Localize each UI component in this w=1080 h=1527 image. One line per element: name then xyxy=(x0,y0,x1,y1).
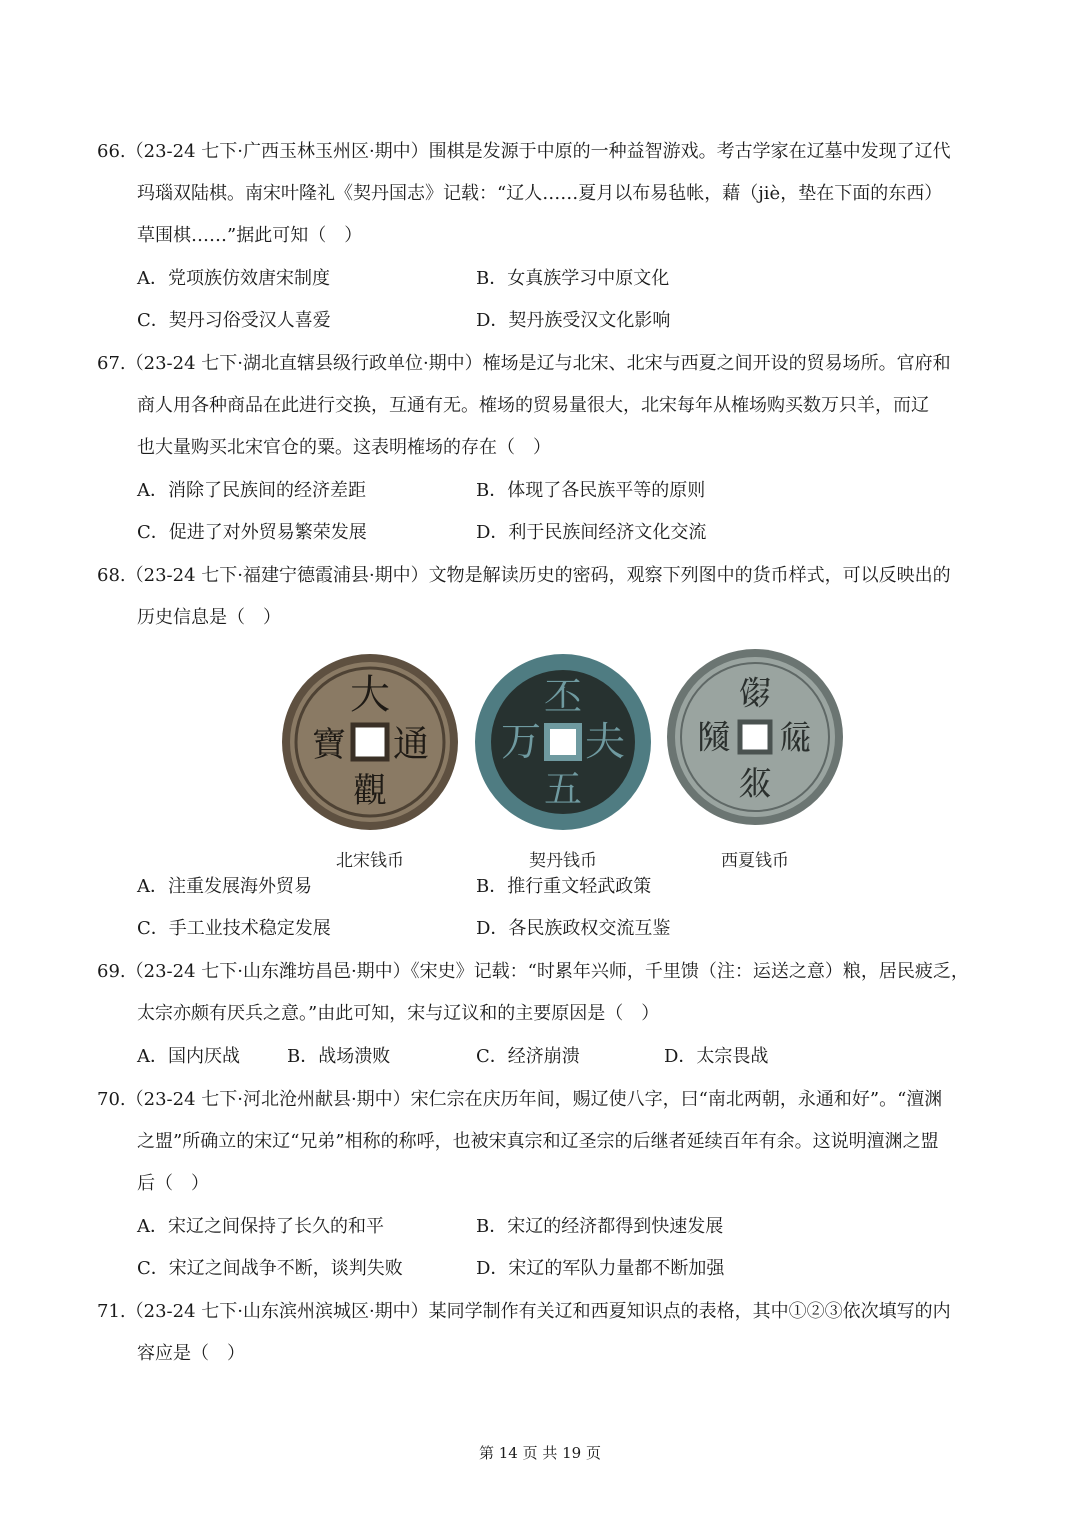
question-69-line-2: 太宗亦颇有厌兵之意。”由此可知，宋与辽议和的主要原因是（ ） xyxy=(137,1003,660,1024)
q70-option-b: B．宋辽的经济都得到快速发展 xyxy=(476,1216,724,1237)
page-footer: 第 14 页 共 19 页 xyxy=(478,1444,601,1462)
q68-option-c: C．手工业技术稳定发展 xyxy=(137,918,331,939)
q67-option-b: B．体现了各民族平等的原则 xyxy=(476,480,706,501)
coin-2-square-hole xyxy=(547,726,579,758)
question-68-line-1: 68.（23-24 七下·福建宁德霞浦县·期中）文物是解读历史的密码，观察下列图中的货币样式，可以反映出的 xyxy=(97,565,951,586)
question-71-line-2: 容应是（ ） xyxy=(137,1343,245,1364)
question-67-line-1: 67.（23-24 七下·湖北直辖县级行政单位·期中）榷场是辽与北宋、北宋与西夏之间开设的贸易场所。官府和 xyxy=(97,353,951,374)
q66-option-b: B．女真族学习中原文化 xyxy=(476,268,670,289)
coin-3-char-bottom: 𗼇 xyxy=(738,764,772,804)
question-70-line-3: 后（ ） xyxy=(137,1173,209,1194)
coin-1-caption: 北宋钱币 xyxy=(336,851,404,871)
coin-1-char-bottom: 觀 xyxy=(353,771,387,811)
q66-option-d: D．契丹族受汉文化影响 xyxy=(476,310,671,331)
q69-option-a: A．国内厌战 xyxy=(137,1046,240,1067)
coin-3-char-right: 𗏁 xyxy=(779,718,813,758)
coin-figure xyxy=(275,640,855,871)
coin-1-square-hole xyxy=(353,725,387,759)
coin-3-caption: 西夏钱币 xyxy=(721,851,789,871)
q68-option-d: D．各民族政权交流互鉴 xyxy=(476,918,671,939)
coin-khitan xyxy=(468,650,658,871)
question-67-line-2: 商人用各种商品在此进行交换，互通有无。榷场的贸易量很大，北宋每年从榷场购买数万只羊，而辽 xyxy=(137,395,929,416)
coin-western-xia xyxy=(660,645,850,871)
coin-northern-song-image xyxy=(275,650,465,840)
q69-option-b: B．战场溃败 xyxy=(287,1046,391,1067)
coin-2-caption: 契丹钱币 xyxy=(529,851,597,871)
question-66-line-3: 草围棋……”据此可知（ ） xyxy=(137,225,363,246)
q67-option-c: C．促进了对外贸易繁荣发展 xyxy=(137,522,367,543)
q66-option-a: A．党项族仿效唐宋制度 xyxy=(137,268,330,289)
q70-option-a: A．宋辽之间保持了长久的和平 xyxy=(137,1216,384,1237)
q66-option-c: C．契丹习俗受汉人喜爱 xyxy=(137,310,331,331)
q68-option-a: A．注重发展海外贸易 xyxy=(137,876,312,897)
question-70-line-1: 70.（23-24 七下·河北沧州献县·期中）宋仁宗在庆历年间，赐辽使八字，曰“南北两朝，永通和好”。“澶渊 xyxy=(97,1089,943,1110)
q68-option-b: B．推行重文轻武政策 xyxy=(476,876,652,897)
coin-3-char-top: 𗃮 xyxy=(738,674,772,714)
q67-option-a: A．消除了民族间的经济差距 xyxy=(137,480,366,501)
question-68-line-2: 历史信息是（ ） xyxy=(137,607,281,628)
coin-western-xia-image xyxy=(660,645,850,835)
question-66-line-2: 玛瑙双陆棋。南宋叶隆礼《契丹国志》记载：“辽人……夏月以布易毡帐，藉（jiè，垫在下面的东西） xyxy=(137,183,943,204)
coin-northern-song xyxy=(275,650,465,871)
coin-2-char-left: 万 xyxy=(501,719,541,765)
coin-1-char-left: 寶 xyxy=(312,725,346,765)
question-70-line-2: 之盟”所确立的宋辽“兄弟”相称的称呼，也被宋真宗和辽圣宗的后继者延续百年有余。这说明澶渊之盟 xyxy=(137,1131,939,1152)
q70-option-c: C．宋辽之间战争不断，谈判失败 xyxy=(137,1258,403,1279)
coin-2-char-bottom: 五 xyxy=(543,767,583,811)
coin-2-char-right: 夫 xyxy=(585,719,625,765)
question-71-line-1: 71.（23-24 七下·山东滨州滨城区·期中）某同学制作有关辽和西夏知识点的表格，其中①②③依次填写的内 xyxy=(97,1301,951,1322)
coin-3-char-left: 𗂧 xyxy=(697,718,731,758)
coin-khitan-image xyxy=(468,650,658,840)
q69-option-c: C．经济崩溃 xyxy=(476,1046,580,1067)
q70-option-d: D．宋辽的军队力量都不断加强 xyxy=(476,1258,725,1279)
coin-3-square-hole xyxy=(740,722,770,752)
q69-option-d: D．太宗畏战 xyxy=(664,1046,769,1067)
coin-2-char-top: 丕 xyxy=(543,675,583,719)
coin-1-char-top: 大 xyxy=(350,672,390,718)
q67-option-d: D．利于民族间经济文化交流 xyxy=(476,522,707,543)
question-69-line-1: 69.（23-24 七下·山东潍坊昌邑·期中）《宋史》记载：“时累年兴师，千里馈（注：运送之意）粮，居民疲乏， xyxy=(97,961,969,982)
coin-1-char-right: 通 xyxy=(392,724,430,765)
question-67-line-3: 也大量购买北宋官仓的粟。这表明榷场的存在（ ） xyxy=(137,437,551,458)
question-66-line-1: 66.（23-24 七下·广西玉林玉州区·期中）围棋是发源于中原的一种益智游戏。考古学家在辽墓中发现了辽代 xyxy=(97,141,951,162)
